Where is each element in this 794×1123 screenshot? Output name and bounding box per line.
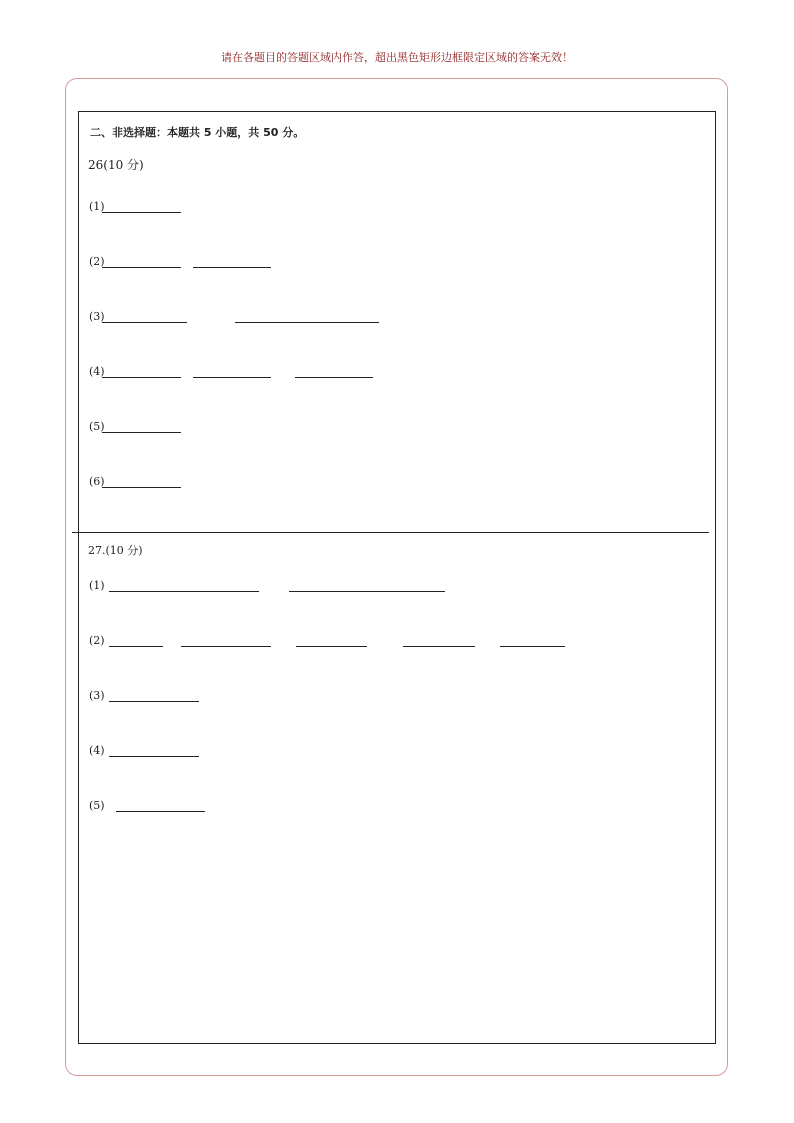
section-heading: 二、非选择题：本题共 5 小题，共 50 分。	[90, 126, 305, 139]
answer-blank[interactable]	[296, 646, 367, 647]
part-label: (4)	[89, 744, 105, 757]
part-label: (2)	[89, 255, 105, 268]
part-label: (5)	[89, 799, 105, 812]
part-label: (1)	[89, 579, 105, 592]
answer-blank[interactable]	[102, 322, 187, 323]
answer-blank[interactable]	[295, 377, 373, 378]
answer-blank[interactable]	[109, 701, 199, 702]
answer-blank[interactable]	[500, 646, 565, 647]
answer-blank[interactable]	[181, 646, 271, 647]
answer-blank[interactable]	[102, 377, 181, 378]
part-label: (1)	[89, 200, 105, 213]
answer-blank[interactable]	[235, 322, 379, 323]
part-label: (3)	[89, 689, 105, 702]
answer-blank[interactable]	[289, 591, 445, 592]
answer-area-notice: 请在各题目的答题区域内作答，超出黑色矩形边框限定区域的答案无效！	[221, 51, 573, 64]
answer-blank[interactable]	[102, 432, 181, 433]
question-26-title: 26(10 分)	[88, 158, 144, 172]
part-label: (5)	[89, 420, 105, 433]
answer-blank[interactable]	[403, 646, 475, 647]
answer-area-border	[78, 111, 716, 1044]
answer-blank[interactable]	[102, 212, 181, 213]
part-label: (4)	[89, 365, 105, 378]
answer-blank[interactable]	[193, 377, 271, 378]
answer-blank[interactable]	[109, 756, 199, 757]
part-label: (6)	[89, 475, 105, 488]
answer-blank[interactable]	[109, 591, 259, 592]
question-27-title: 27.(10 分)	[88, 544, 143, 557]
answer-blank[interactable]	[102, 267, 181, 268]
answer-blank[interactable]	[116, 811, 205, 812]
answer-blank[interactable]	[109, 646, 163, 647]
answer-blank[interactable]	[193, 267, 271, 268]
question-divider	[72, 532, 709, 533]
part-label: (2)	[89, 634, 105, 647]
answer-blank[interactable]	[102, 487, 181, 488]
part-label: (3)	[89, 310, 105, 323]
